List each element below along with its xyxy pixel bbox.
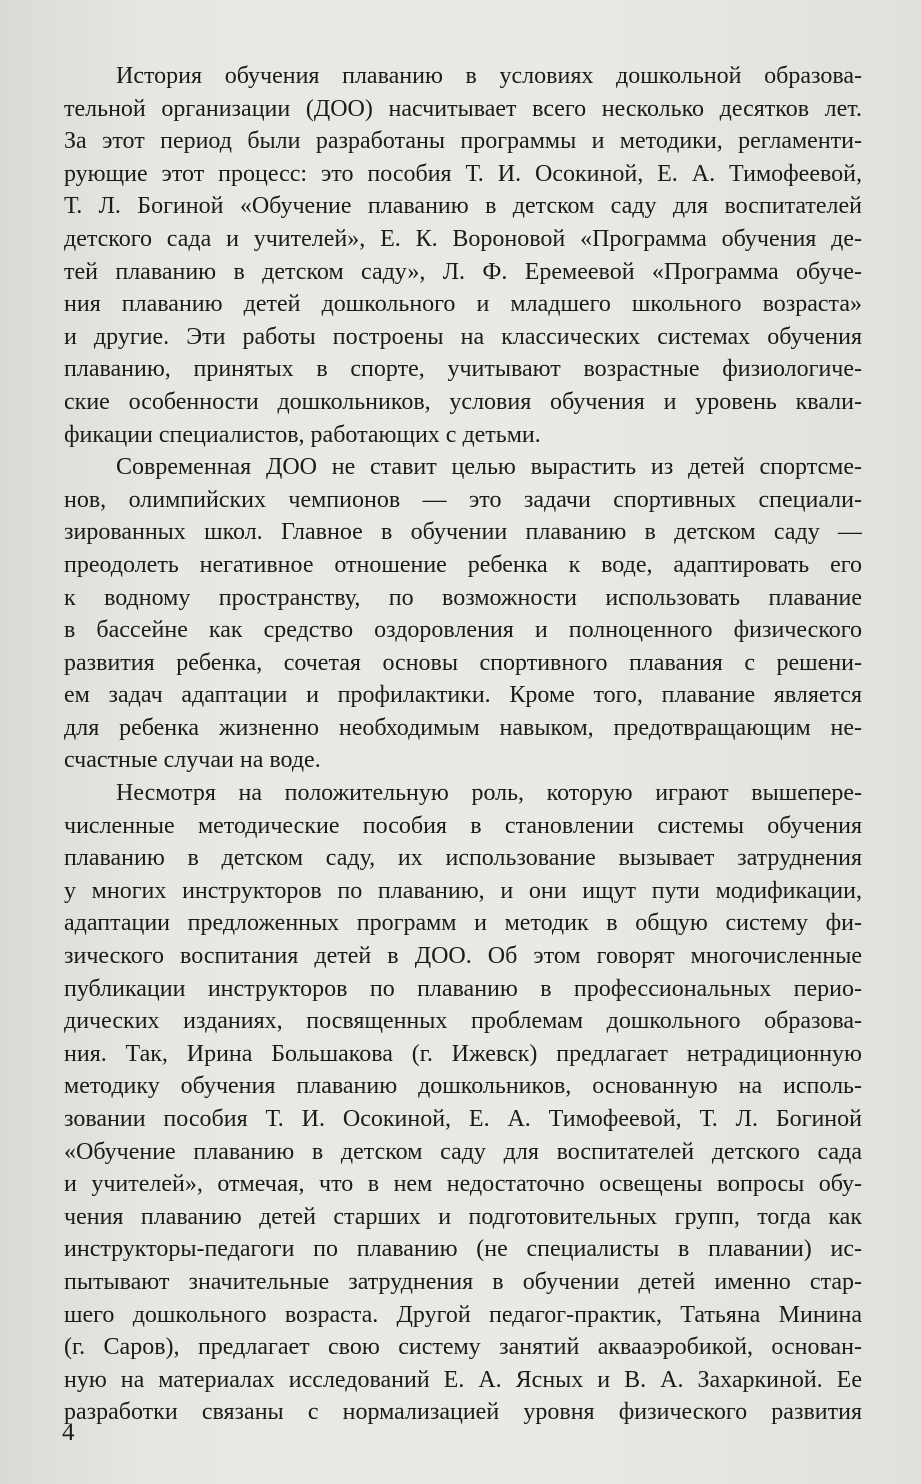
text-line: и другие. Эти работы построены на классических системах обучения [64, 323, 862, 350]
text-line: ную на материалах исследований Е. А. Ясных и В. А. Захаркиной. Ее [64, 1366, 862, 1393]
page-number: 4 [62, 1419, 75, 1446]
text-line: зовании пособия Т. И. Осокиной, Е. А. Тимофеевой, Т. Л. Богиной [64, 1106, 862, 1132]
text-line: пытывают значительные затруднения в обучении детей именно стар- [64, 1268, 862, 1295]
text-line: численные методические пособия в становлении системы обучения [64, 812, 862, 839]
text-line: и учителей», отмечая, что в нем недостаточно освещены вопросы обу- [64, 1171, 862, 1198]
text-line: детского сада и учителей», Е. К. Вороновой «Программа обучения де- [64, 225, 862, 252]
text-line: Несмотря на положительную роль, которую играют вышепере- [116, 780, 862, 807]
text-line: рующие этот процесс: это пособия Т. И. Осокиной, Е. А. Тимофеевой, [64, 160, 862, 187]
text-line: плаванию в детском саду, их использование вызывает затруднения [64, 845, 862, 872]
text-line: зического воспитания детей в ДОО. Об этом говорят многочисленные [64, 943, 862, 970]
text-line: инструкторы-педагоги по плаванию (не специалисты в плавании) ис- [64, 1236, 862, 1263]
text-line: публикации инструкторов по плаванию в профессиональных перио- [64, 975, 862, 1002]
body-text [64, 60, 862, 1429]
paragraph-1 [64, 60, 862, 451]
text-line: дических изданиях, посвященных проблемам дошкольного образова- [64, 1008, 862, 1035]
text-line: ния плаванию детей дошкольного и младшего школьного возраста» [64, 291, 862, 318]
text-line: счастные случаи на воде. [64, 747, 321, 774]
text-line: История обучения плаванию в условиях дошкольной образова- [116, 63, 862, 89]
text-line: тей плаванию в детском саду», Л. Ф. Еремеевой «Программа обуче- [64, 258, 862, 285]
text-line: чения плаванию детей старших и подготовительных групп, тогда как [64, 1203, 862, 1230]
text-line: у многих инструкторов по плаванию, и они ищут пути модификации, [64, 877, 862, 904]
text-line: тельной организации (ДОО) насчитывает всего несколько десятков лет. [64, 95, 862, 122]
text-line: «Обучение плаванию в детском саду для воспитателей детского сада [64, 1138, 862, 1165]
text-line: ские особенности дошкольников, условия обучения и уровень квали- [64, 388, 862, 415]
text-line: для ребенка жизненно необходимым навыком, предотвращающим не- [64, 714, 862, 741]
text-line: фикации специалистов, работающих с детьми. [64, 421, 541, 448]
text-line: методику обучения плаванию дошкольников, основанную на исполь- [64, 1073, 862, 1100]
text-line: За этот период были разработаны программы и методики, регламенти- [64, 128, 862, 155]
paragraph-3 [64, 777, 862, 1429]
text-line: (г. Саров), предлагает свою систему занятий аквааэробикой, основан- [64, 1334, 862, 1361]
text-line: шего дошкольного возраста. Другой педагог-практик, Татьяна Минина [64, 1301, 862, 1328]
text-line: Современная ДОО не ставит целью вырастить из детей спортсме- [116, 454, 862, 481]
text-line: ния. Так, Ирина Большакова (г. Ижевск) предлагает нетрадиционную [64, 1040, 862, 1067]
text-line: разработки связаны с нормализацией уровня физического развития [64, 1399, 862, 1426]
paragraph-2 [64, 451, 862, 777]
text-line: ем задач адаптации и профилактики. Кроме того, плавание является [64, 682, 862, 709]
text-line: развития ребенка, сочетая основы спортивного плавания с решени- [64, 649, 862, 676]
text-line: адаптации предложенных программ и методик в общую систему фи- [64, 910, 862, 937]
text-line: в бассейне как средство оздоровления и полноценного физического [64, 617, 862, 644]
text-line: преодолеть негативное отношение ребенка к воде, адаптировать его [64, 551, 862, 578]
text-line: к водному пространству, по возможности использовать плавание [64, 584, 862, 611]
text-line: плаванию, принятых в спорте, учитывают возрастные физиологиче- [64, 356, 862, 383]
text-line: Т. Л. Богиной «Обучение плаванию в детском саду для воспитателей [64, 193, 862, 220]
text-line: зированных школ. Главное в обучении плаванию в детском саду — [64, 519, 862, 546]
text-line: нов, олимпийских чемпионов — это задачи спортивных специали- [64, 486, 862, 513]
